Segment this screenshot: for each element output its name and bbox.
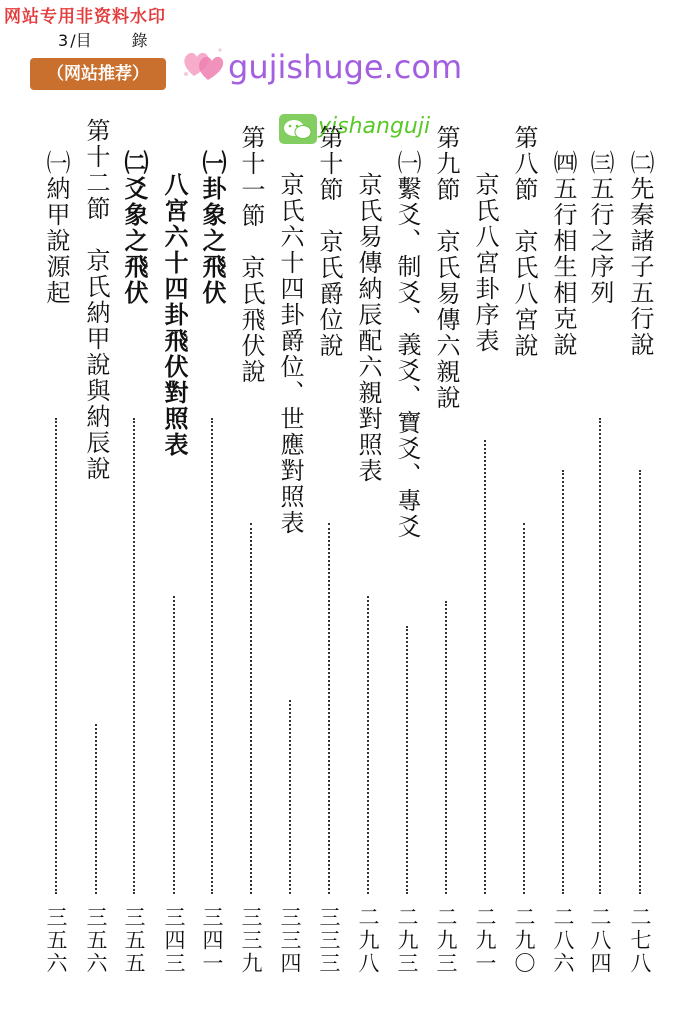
toc-entry-page: 三四三 — [162, 906, 186, 975]
toc-entry-page: 三五五 — [122, 906, 146, 975]
toc-entry[interactable] — [78, 0, 114, 1014]
toc-entry-title: ㈡爻象之飛伏 — [120, 150, 149, 306]
toc-entry[interactable] — [311, 0, 347, 1014]
toc-entry-page: 二九〇 — [512, 906, 536, 975]
toc-entry[interactable] — [156, 0, 192, 1014]
dot-leader — [445, 601, 447, 894]
toc-entry-title: 京氏八宮卦序表 — [471, 172, 499, 354]
toc-entry-title: 第十節 京氏爵位說 — [315, 125, 343, 359]
dot-leader — [562, 470, 564, 894]
toc-entry[interactable] — [350, 0, 386, 1014]
toc-entry-title: ㈡先秦諸子五行說 — [626, 150, 654, 358]
watermark-banner: 网站专用非资料水印 — [4, 7, 166, 27]
wechat-watermark: yishanguji — [318, 114, 431, 139]
toc-entry-title: ㈠卦象之飛伏 — [198, 150, 227, 306]
toc-entry-title: 第八節 京氏八宮說 — [510, 125, 538, 359]
toc-entry[interactable] — [389, 0, 425, 1014]
toc-entry[interactable] — [506, 0, 542, 1014]
dot-leader — [639, 470, 641, 894]
toc-entry-title: 第十一節 京氏飛伏說 — [237, 125, 265, 385]
toc-entry-page: 二七八 — [628, 906, 652, 975]
toc-entry[interactable] — [622, 0, 658, 1014]
toc-entry-title: 京氏易傳納辰配六親對照表 — [354, 172, 382, 484]
toc-entry[interactable] — [38, 0, 74, 1014]
site-url-link[interactable]: gujishuge.com — [228, 48, 463, 86]
toc-entry-page: 二八四 — [588, 906, 612, 975]
toc-entry[interactable] — [545, 0, 581, 1014]
toc-entry-title: 第九節 京氏易傳六親說 — [432, 125, 460, 411]
page-number: 3 — [58, 31, 69, 50]
toc-entry-title: ㈠繫爻、制爻、義爻、寶爻、專爻 — [393, 150, 421, 540]
dot-leader — [55, 418, 57, 894]
toc-entry-title: 京氏六十四卦爵位、世應對照表 — [276, 172, 304, 536]
toc-entry[interactable] — [116, 0, 152, 1014]
dot-leader — [367, 596, 369, 894]
toc-entry-title: 第十二節 京氏納甲說與納辰說 — [82, 118, 110, 482]
dot-leader — [406, 626, 408, 894]
toc-entry-page: 三四一 — [200, 906, 224, 975]
toc-entry-page: 二九一 — [473, 906, 497, 975]
dot-leader — [484, 440, 486, 894]
toc-entry-title: ㈣五行相生相克說 — [549, 150, 577, 358]
toc-entry-page: 三五六 — [44, 906, 68, 975]
toc-entry[interactable] — [582, 0, 618, 1014]
toc-entry-page: 二八六 — [551, 906, 575, 975]
toc-entry-page: 二九三 — [395, 906, 419, 975]
toc-entry-page: 二九八 — [356, 906, 380, 975]
dot-leader — [133, 418, 135, 894]
toc-entry-title: 八宮六十四卦飛伏對照表 — [160, 172, 189, 458]
dot-leader — [289, 700, 291, 894]
dot-leader — [328, 523, 330, 894]
dot-leader — [250, 523, 252, 894]
toc-entry-page: 三三四 — [278, 906, 302, 975]
toc-entry-page: 三三三 — [317, 906, 341, 975]
dot-leader — [523, 523, 525, 894]
toc-entry[interactable] — [467, 0, 503, 1014]
toc-entry-title: ㈠納甲說源起 — [42, 150, 70, 306]
heading-lu: 錄 — [131, 31, 148, 50]
dot-leader — [211, 418, 213, 894]
toc-entry[interactable] — [428, 0, 464, 1014]
toc-entry[interactable] — [194, 0, 230, 1014]
dot-leader — [599, 418, 601, 894]
toc-entry-page: 三五六 — [84, 906, 108, 975]
dot-leader — [95, 724, 97, 894]
recommend-badge[interactable]: （网站推荐） — [30, 58, 166, 90]
dot-leader — [173, 596, 175, 894]
heading-mu: /目 — [70, 31, 92, 50]
toc-entry[interactable] — [233, 0, 269, 1014]
toc-entry[interactable] — [272, 0, 308, 1014]
toc-entry-title: ㈢五行之序列 — [586, 150, 614, 306]
toc-entry-page: 二九三 — [434, 906, 458, 975]
toc-entry-page: 三三九 — [239, 906, 263, 975]
